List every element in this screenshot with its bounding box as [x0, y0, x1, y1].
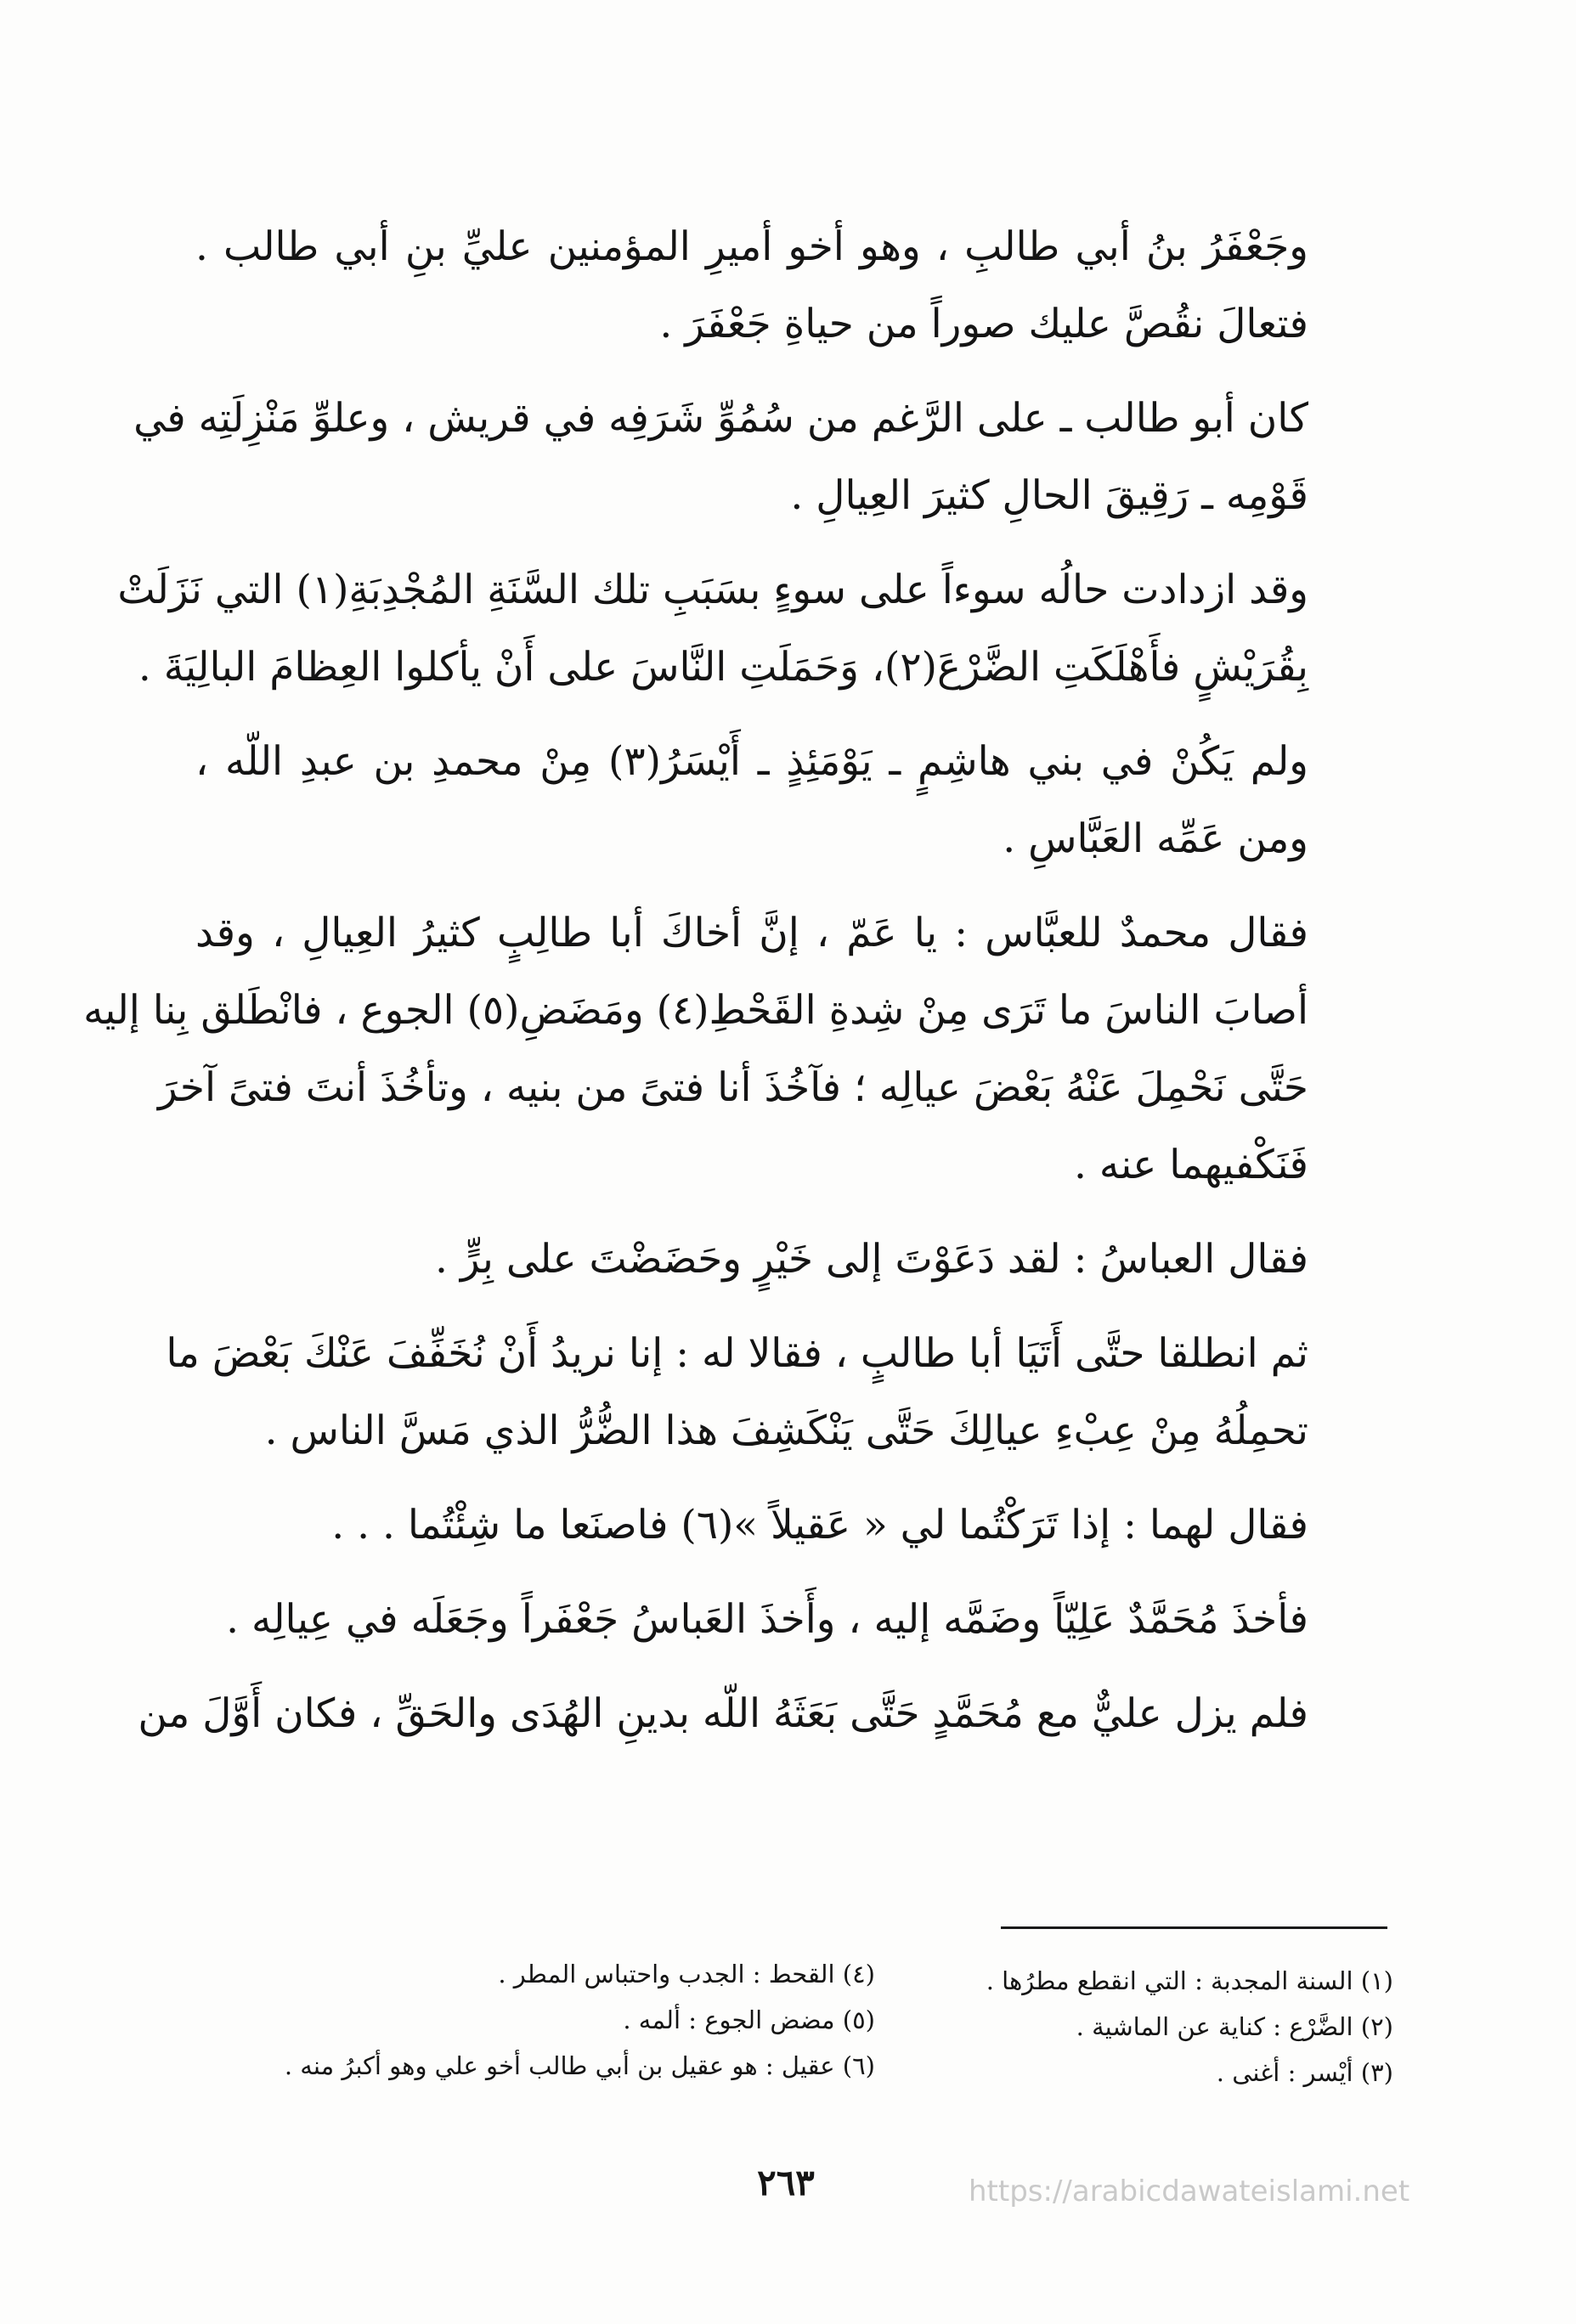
- text-line: فقال محمدٌ للعبَّاس : يا عَمّ ، إنَّ أخاكَ أبا طالِبٍ كثيرُ العِيالِ ، وقد: [195, 910, 1308, 956]
- text-line: فتعالَ نقُصَّ عليك صوراً من حياةِ جَعْفَرَ .: [659, 301, 1308, 347]
- text-line: وقد ازدادت حالُه سوءاً على سوءٍ بسَبَبِ تلك السَّنَةِ المُجْدِبَةِ(١) التي نَزَلَتْ: [117, 567, 1308, 613]
- main-text: [83, 208, 1308, 1752]
- footnote: (٣) أيْسر : أغنى .: [1216, 2058, 1393, 2087]
- text-line: ثم انطلقا حتَّى أَتَيَا أبا طالبٍ ، فقالا له : إنا نريدُ أَنْ نُخَفِّفَ عَنْكَ بَعْضَ ما: [166, 1330, 1308, 1377]
- page-number: ٢٦٣: [757, 2162, 815, 2203]
- text-line: أصابَ الناسَ ما تَرَى مِنْ شِدةِ القَحْطِ(٤) ومَضَضِ(٥) الجوع ، فانْطَلق بِنا إليه: [83, 987, 1308, 1034]
- paragraph: [195, 1486, 1308, 1564]
- footnote: (٢) الضَّرْع : كناية عن الماشية .: [1076, 2012, 1393, 2041]
- paragraph: [138, 1675, 1308, 1752]
- text-line: قَوْمِه ـ رَقِيقَ الحالِ كثيرَ العِيالِ .: [790, 472, 1308, 519]
- footnote-divider: [1001, 1926, 1387, 1929]
- watermark-url: https://arabicdawateislami.net: [969, 2175, 1410, 2208]
- text-line: فَنَكْفيهما عنه .: [1074, 1142, 1308, 1188]
- paragraph: [195, 208, 1308, 363]
- text-line: بِقُرَيْشٍ فأَهْلَكَتِ الضَّرْعَ(٢)، وَحَمَلَتِ النَّاسَ على أَنْ يأكلوا العِظامَ البالِيَةَ .: [138, 644, 1308, 691]
- paragraph: [195, 1221, 1308, 1298]
- paragraph: [133, 380, 1308, 534]
- text-line: كان أبو طالب ـ على الرَّغم من سُمُوِّ شَرَفِه في قريش ، وعلوِّ مَنْزِلَتِه في: [133, 395, 1308, 442]
- text-line: فقال لهما : إذا تَرَكْتُما لي « عَقيلاً »(٦) فاصنَعا ما شِئْتُما . . .: [331, 1502, 1308, 1548]
- footnote: (١) السنة المجدبة : التي انقطع مطرُها .: [986, 1966, 1393, 1995]
- text-line: ولم يَكُنْ في بني هاشِمٍ ـ يَوْمَئِذٍ ـ أَيْسَرُ(٣) مِنْ محمدِ بن عبدِ اللّه ،: [195, 738, 1308, 785]
- footnotes-right-column: [918, 1958, 1393, 2096]
- paragraph: [83, 894, 1308, 1204]
- footnote: (٦) عقيل : هو عقيل بن أبي طالب أخو علي وهو أكبرُ منه .: [284, 2051, 875, 2080]
- footnote: (٥) مضض الجوع : ألمه .: [623, 2005, 875, 2034]
- text-line: ومن عَمِّه العَبَّاسِ .: [1003, 815, 1308, 862]
- paragraph: [195, 723, 1308, 877]
- text-line: تحمِلُهُ مِنْ عِبْءِ عيالِكَ حَتَّى يَنْكَشِفَ هذا الضُّرُّ الذي مَسَّ الناس .: [264, 1407, 1308, 1454]
- paragraph: [195, 1581, 1308, 1658]
- paragraph: [166, 1315, 1308, 1469]
- text-line: فأخذَ مُحَمَّدٌ عَلِيّاً وضَمَّه إليه ، وأَخذَ العَباسُ جَعْفَراً وجَعَلَه في عِيالِه .: [226, 1596, 1308, 1643]
- footnotes-left-column: [127, 1951, 875, 2089]
- paragraph: [117, 551, 1308, 706]
- text-line: فقال العباسُ : لقد دَعَوْتَ إلى خَيْرٍ وحَضَضْتَ على بِرٍّ .: [434, 1236, 1308, 1283]
- text-line: فلم يزل عليٌّ مع مُحَمَّدٍ حَتَّى بَعَثَهُ اللّه بدينِ الهُدَى والحَقِّ ، فكان أَوَّلَ من: [138, 1690, 1308, 1737]
- text-line: وجَعْفَرُ بنُ أبي طالبِ ، وهو أخو أميرِ المؤمنين عليِّ بنِ أبي طالب .: [195, 223, 1308, 270]
- text-line: حَتَّى نَحْمِلَ عَنْهُ بَعْضَ عيالِه ؛ فآخُذَ أنا فتىً من بنيه ، وتأخُذَ أنتَ فتىً آخرَ: [157, 1064, 1308, 1111]
- footnote: (٤) القحط : الجدب واحتباس المطر .: [498, 1960, 875, 1988]
